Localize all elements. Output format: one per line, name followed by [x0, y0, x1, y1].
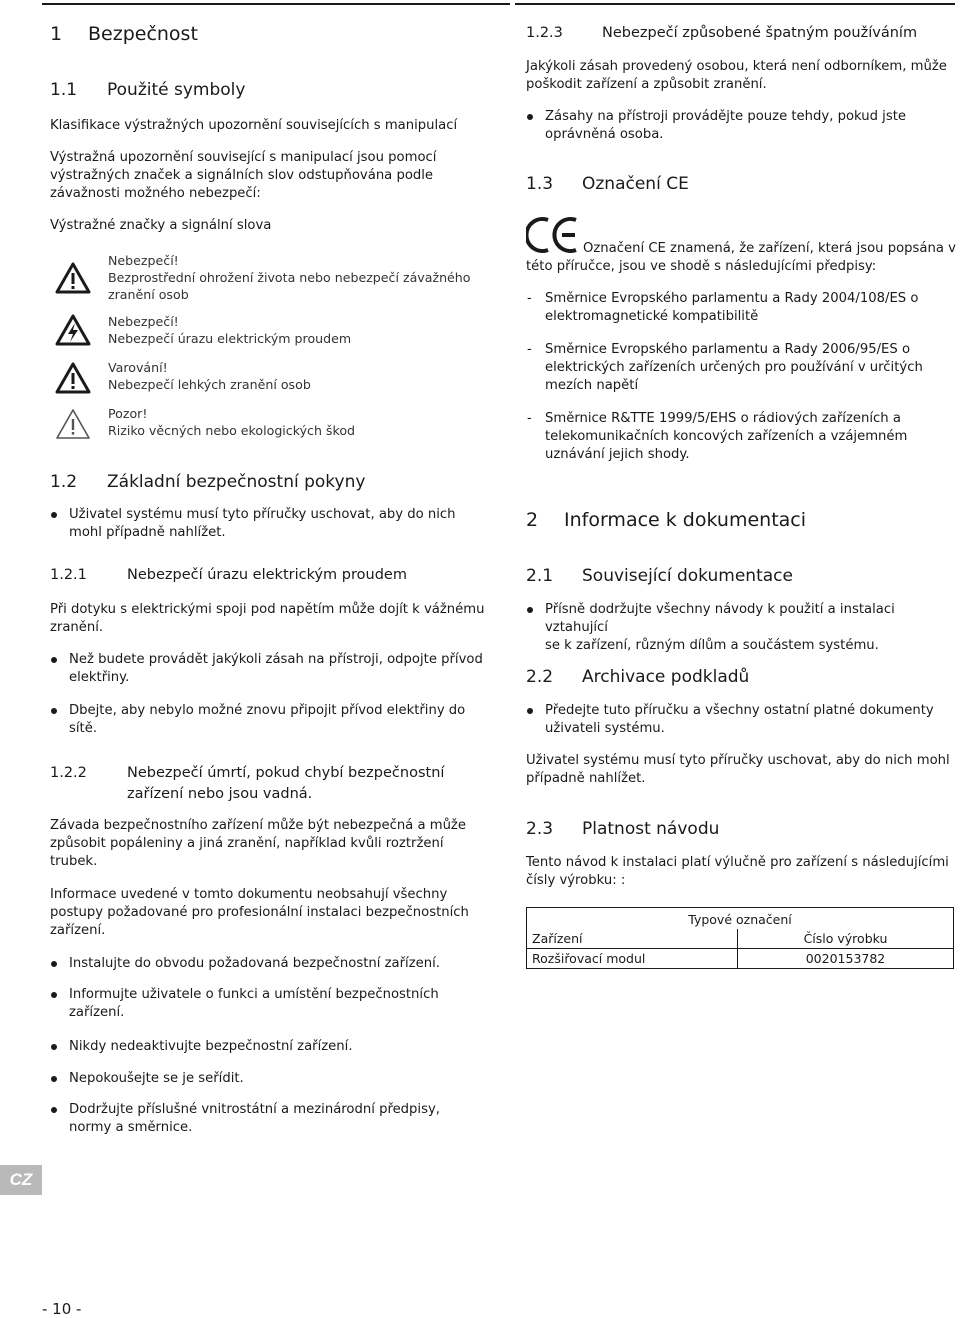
bullet [51, 1107, 57, 1113]
directive-item: Směrnice R&TTE 1999/5/EHS o rádiových zařízeních a telekomunikačních koncových zařízeních a vzájemném uznávání jejich shody. [545, 411, 908, 462]
table-header: Typové označení [527, 908, 954, 930]
warning-item-warning: Varování! Nebezpečí lehkých zranění osob [108, 360, 311, 392]
warning-icon [55, 362, 91, 394]
list-item: Instalujte do obvodu požadovaná bezpečnostní zařízení. [69, 956, 440, 971]
paragraph: Jakýkoli zásah provedený osobou, která není odborníkem, může poškodit zařízení a způsobit zranění. [526, 59, 947, 92]
list-item: Přísně dodržujte všechny návody k použití a instalaci vztahující se k zařízení, různým dílům a součástem systému. [545, 602, 895, 653]
top-rule-left [42, 3, 510, 5]
section-2-2-heading: 2.2 Archivace podkladů [526, 667, 750, 687]
directive-dash: - [527, 291, 532, 306]
caution-icon [55, 408, 91, 440]
list-item: Než budete provádět jakýkoli zásah na přístroji, odpojte přívod elektřiny. [69, 652, 483, 685]
bullet [527, 607, 533, 613]
product-table [526, 907, 954, 969]
bullet [51, 657, 57, 663]
paragraph: Při dotyku s elektrickými spoji pod napětím může dojít k vážnému zranění. [50, 602, 485, 635]
ce-text-line2: této příručce, jsou ve shodě s následujícími předpisy: [526, 259, 877, 274]
section-2-1-heading: 2.1 Související dokumentace [526, 566, 793, 586]
table-cell-product-number: 0020153782 [738, 949, 954, 969]
list-item: Nikdy nedeaktivujte bezpečnostní zařízení. [69, 1039, 353, 1054]
warning-item-caution: Pozor! Riziko věcných nebo ekologických škod [108, 406, 356, 438]
danger-warning-icon [55, 262, 91, 294]
electric-shock-icon [55, 314, 91, 346]
bullet [51, 512, 57, 518]
directive-item: Směrnice Evropského parlamentu a Rady 2006/95/ES o elektrických zařízeních určených pro používání v určitých mezích napětí [545, 342, 923, 393]
section-1-2-2-heading: 1.2.2 Nebezpečí úmrtí, pokud chybí bezpečnostní zařízení nebo jsou vadná. [50, 765, 445, 802]
bullet [51, 961, 57, 967]
paragraph: Výstražná upozornění související s manipulací jsou pomocí výstražných značek a signálních slov odstupňována podle závažnosti možného nebezpečí: [50, 150, 437, 201]
list-item: Předejte tuto příručku a všechny ostatní platné dokumenty uživateli systému. [545, 703, 934, 736]
directive-dash: - [527, 342, 532, 357]
list-item: Dbejte, aby nebylo možné znovu připojit přívod elektřiny do sítě. [69, 703, 466, 736]
bullet [527, 708, 533, 714]
table-row [527, 929, 954, 949]
bullet [527, 114, 533, 120]
table-cell-device: Rozšiřovací modul [527, 949, 738, 969]
paragraph: Tento návod k instalaci platí výlučně pro zařízení s následujícími čísly výrobku: : [526, 855, 949, 888]
page-number: - 10 - [42, 1300, 82, 1318]
bullet [51, 1076, 57, 1082]
section-2-3-heading: 2.3 Platnost návodu [526, 819, 720, 839]
section-1-1-subtitle: Klasifikace výstražných upozornění souvisejících s manipulací [50, 118, 458, 133]
warning-item-danger: Nebezpečí! Bezprostřední ohrožení života nebo nebezpečí závažného zranění osob [108, 253, 471, 302]
table-header-row [527, 908, 954, 930]
paragraph: Uživatel systému musí tyto příručky uschovat, aby do nich mohl případně nahlížet. [526, 753, 950, 786]
section-1-1-heading: 1.1 Použité symboly [50, 80, 246, 100]
ce-text-line1: Označení CE znamená, že zařízení, která jsou popsána v [583, 241, 956, 256]
list-item: Zásahy na přístroji provádějte pouze tehdy, pokud jste oprávněná osoba. [545, 109, 906, 142]
list-item: Nepokoušejte se je seřídit. [69, 1071, 244, 1086]
paragraph: Informace uvedené v tomto dokumentu neobsahují všechny postupy požadované pro profesionální instalaci bezpečnostních zařízení. [50, 887, 469, 938]
ce-mark-icon [526, 216, 582, 254]
table-col-device: Zařízení [527, 929, 738, 949]
section-1-heading: 1 Bezpečnost [50, 23, 198, 45]
section-1-2-3-heading: 1.2.3 Nebezpečí způsobené špatným používáním [526, 25, 918, 41]
list-item: Informujte uživatele o funkci a umístění bezpečnostních zařízení. [69, 987, 439, 1020]
directive-item: Směrnice Evropského parlamentu a Rady 2004/108/ES o elektromagnetické kompatibilitě [545, 291, 919, 324]
section-1-3-heading: 1.3 Označení CE [526, 174, 689, 194]
language-tab: CZ [0, 1165, 42, 1195]
list-item: Uživatel systému musí tyto příručky uschovat, aby do nich mohl případně nahlížet. [69, 507, 456, 540]
top-rule-right [515, 3, 955, 5]
signs-title: Výstražné značky a signální slova [50, 218, 272, 233]
list-item: Dodržujte příslušné vnitrostátní a mezinárodní předpisy, normy a směrnice. [69, 1102, 440, 1135]
section-1-2-1-heading: 1.2.1 Nebezpečí úrazu elektrickým proudem [50, 567, 407, 583]
section-1-2-heading: 1.2 Základní bezpečnostní pokyny [50, 472, 366, 492]
paragraph: Závada bezpečnostního zařízení může být nebezpečná a může způsobit popáleniny a jiná zranění, například kvůli roztržení trubek. [50, 818, 466, 869]
bullet [51, 708, 57, 714]
bullet [51, 992, 57, 998]
section-2-heading: 2 Informace k dokumentaci [526, 509, 807, 531]
bullet [51, 1044, 57, 1050]
directive-dash: - [527, 411, 532, 426]
table-row [527, 949, 954, 969]
table-col-product-number: Číslo výrobku [738, 929, 954, 949]
warning-item-electric: Nebezpečí! Nebezpečí úrazu elektrickým proudem [108, 314, 352, 346]
